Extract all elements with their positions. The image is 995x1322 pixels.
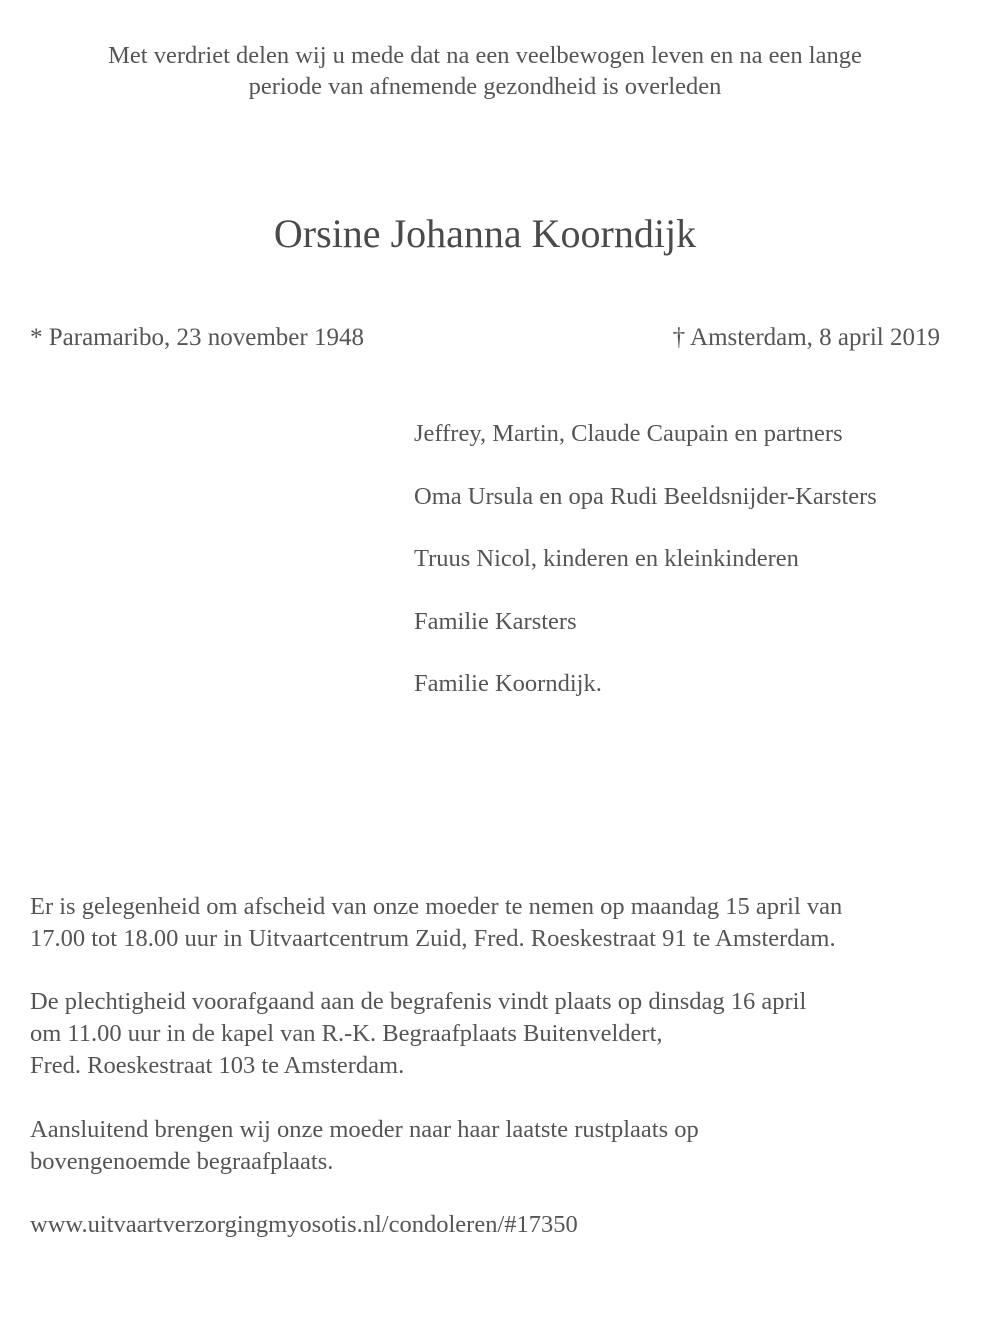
farewell-line-2: 17.00 tot 18.00 uur in Uitvaartcentrum Zuid, Fred. Roeskestraat 91 te Amsterdam. <box>30 925 836 952</box>
relative-item: Jeffrey, Martin, Claude Caupain en partners <box>414 420 843 447</box>
birth-date: * Paramaribo, 23 november 1948 <box>30 324 364 351</box>
intro-text <box>0 40 970 102</box>
burial-line-1: Aansluitend brengen wij onze moeder naar haar laatste rustplaats op <box>30 1116 699 1143</box>
burial-line-2: bovengenoemde begraafplaats. <box>30 1148 334 1175</box>
ceremony-line-3: Fred. Roeskestraat 103 te Amsterdam. <box>30 1052 405 1079</box>
relative-item: Truus Nicol, kinderen en kleinkinderen <box>414 545 799 572</box>
relatives-list <box>414 418 974 731</box>
ceremony-paragraph <box>30 986 970 1082</box>
intro-line-2: periode van afnemende gezondheid is overleden <box>248 73 722 100</box>
website-url: www.uitvaartverzorgingmyosotis.nl/condoleren/#17350 <box>30 1211 578 1238</box>
burial-paragraph <box>30 1114 970 1178</box>
relative-item: Oma Ursula en opa Rudi Beeldsnijder-Karsters <box>414 482 877 510</box>
intro-line-1: Met verdriet delen wij u mede dat na een veelbewogen leven en na een lange <box>108 42 862 69</box>
ceremony-line-1: De plechtigheid voorafgaand aan de begrafenis vindt plaats op dinsdag 16 april <box>30 988 807 1015</box>
condolence-website <box>30 1209 970 1241</box>
death-date: † Amsterdam, 8 april 2019 <box>672 324 940 351</box>
relative-item: Familie Koorndijk. <box>414 670 602 697</box>
deceased-name: Orsine Johanna Koorndijk <box>273 211 697 256</box>
relative-item: Familie Karsters <box>414 607 577 635</box>
farewell-paragraph <box>30 891 970 955</box>
ceremony-line-2: om 11.00 uur in de kapel van R.-K. Begraafplaats Buitenveldert, <box>30 1020 663 1047</box>
farewell-line-1: Er is gelegenheid om afscheid van onze moeder te nemen op maandag 15 april van <box>30 893 843 920</box>
